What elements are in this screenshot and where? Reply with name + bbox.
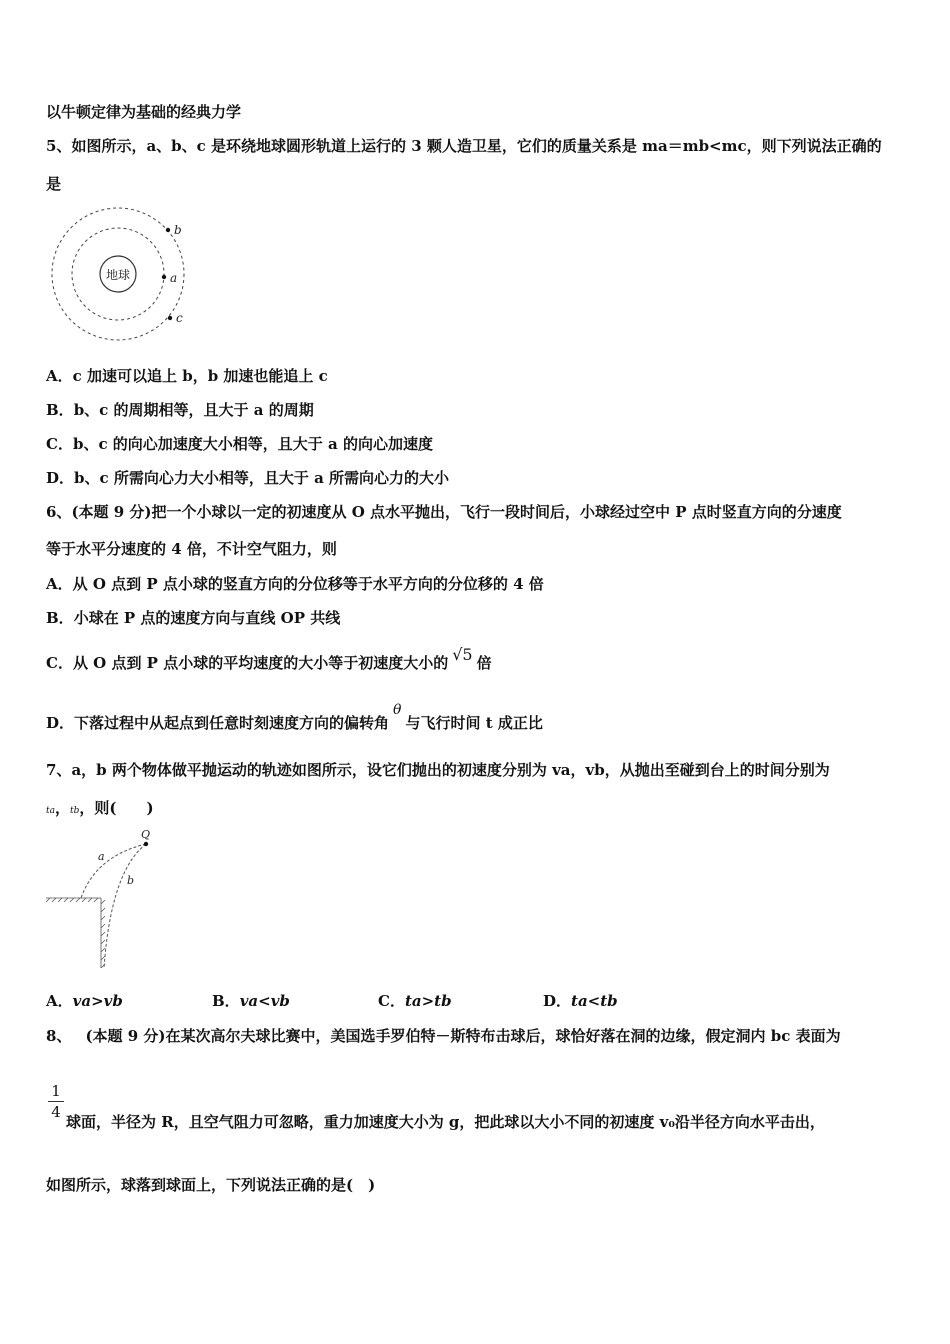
point-q	[144, 842, 148, 846]
q7-stem-line2: ta，tb，则( )	[46, 799, 154, 817]
q5-stem-line1	[46, 135, 882, 157]
q8-stem-line3: 如图所示，球落到球面上，下列说法正确的是( )	[46, 1176, 376, 1194]
q5-option-c: C．b、c 的向心加速度大小相等，且大于 a 的向心加速度	[46, 435, 433, 453]
q5-number: 5、	[46, 137, 72, 155]
curve-a-label: a	[98, 850, 105, 863]
satellite-b-label: b	[174, 223, 182, 237]
q7-option-b: B．va<vb	[212, 992, 290, 1010]
q5-option-a: A．c 加速可以追上 b，b 加速也能追上 c	[46, 367, 328, 385]
q8-stem-line2: 球面，半径为 R，且空气阻力可忽略，重力加速度大小为 g，把此球以大小不同的初速度 v₀沿半径方向水平击出，	[66, 1113, 825, 1131]
q6-stem-line1: 6、(本题 9 分)把一个小球以一定的初速度从 O 点水平抛出，飞行一段时间后，小球经过空中 P 点时竖直方向的分速度	[46, 503, 842, 521]
q5-orbit-figure	[46, 204, 196, 346]
q7-number: 7、	[46, 761, 72, 779]
curve-b-label: b	[127, 874, 135, 887]
satellite-c	[168, 316, 172, 320]
q7-option-c: C．ta>tb	[378, 992, 452, 1010]
q6-option-a: A．从 O 点到 P 点小球的竖直方向的分位移等于水平方向的分位移的 4 倍	[46, 575, 544, 593]
q5-stem-line2: 是	[46, 175, 62, 193]
satellite-a-label: a	[170, 271, 178, 285]
trajectory-b	[104, 844, 146, 968]
q6-option-b: B．小球在 P 点的速度方向与直线 OP 共线	[46, 609, 341, 627]
point-q-label: Q	[141, 828, 151, 841]
q7-trajectory-figure	[46, 826, 166, 971]
q6-number: 6、	[46, 503, 72, 521]
q5-option-d: D．b、c 所需向心力大小相等，且大于 a 所需向心力的大小	[46, 469, 450, 487]
satellite-c-label: c	[176, 311, 183, 325]
q7-stem-line1: 7、a，b 两个物体做平抛运动的轨迹如图所示，设它们抛出的初速度分别为 va，vb，从抛出至碰到台上的时间分别为	[46, 761, 830, 779]
q8-number: 8、	[46, 1027, 72, 1045]
satellite-a	[162, 275, 166, 279]
theta-math: θ	[393, 702, 402, 718]
q6-option-d: D．下落过程中从起点到任意时刻速度方向的偏转角θ与飞行时间 t 成正比	[46, 702, 543, 732]
q5-option-b: B．b、c 的周期相等，且大于 a 的周期	[46, 401, 314, 419]
q7-option-d: D．ta<tb	[543, 992, 618, 1010]
q8-stem-line1: 8、 (本题 9 分)在某次高尔夫球比赛中，美国选手罗伯特－斯特布击球后，球恰好落在洞的边缘，假定洞内 bc 表面为	[46, 1027, 841, 1045]
quarter-fraction: 1 4	[46, 1082, 66, 1121]
q6-stem-line2: 等于水平分速度的 4 倍，不计空气阻力，则	[46, 540, 337, 558]
sqrt5-math: √5	[452, 645, 473, 664]
q5-stem: 如图所示，a、b、c 是环绕地球圆形轨道上运行的 3 颗人造卫星，它们的质量关系是 ma＝mb<mc，则下列说法正确的	[71, 137, 882, 155]
satellite-b	[166, 228, 170, 232]
earth-label: 地球	[105, 268, 131, 282]
intro-text: 以牛顿定律为基础的经典力学	[46, 103, 242, 121]
q7-option-a: A．va>vb	[46, 992, 123, 1010]
q6-option-c: C．从 O 点到 P 点小球的平均速度的大小等于初速度大小的 √5 倍	[46, 645, 492, 672]
trajectory-a	[81, 844, 146, 898]
